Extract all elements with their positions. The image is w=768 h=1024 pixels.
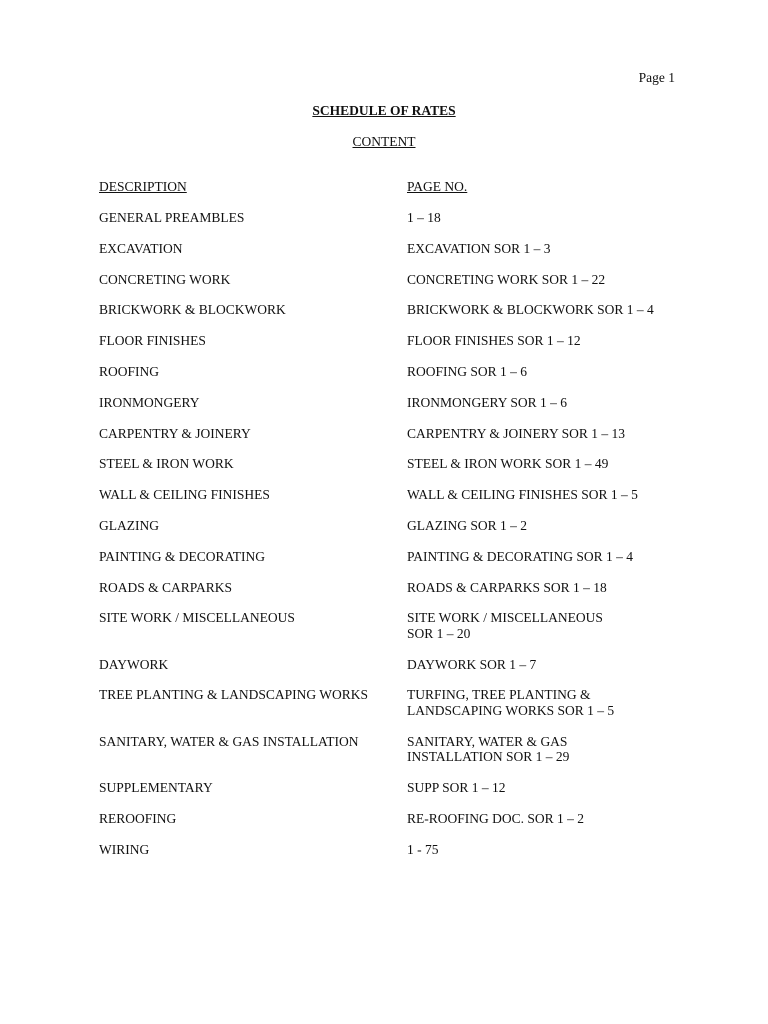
toc-row-page-ref: STEEL & IRON WORK SOR 1 – 49: [407, 456, 609, 472]
toc-row: [99, 780, 699, 811]
toc-row-page-ref: GLAZING SOR 1 – 2: [407, 517, 527, 533]
toc-row-page-ref: 1 - 75: [407, 841, 439, 857]
toc-row-page-ref: BRICKWORK & BLOCKWORK SOR 1 – 4: [407, 302, 654, 318]
toc-row-page-ref: DAYWORK SOR 1 – 7: [407, 656, 537, 672]
page-no-column-header: PAGE NO.: [407, 179, 468, 194]
toc-row-page-ref: IRONMONGERY SOR 1 – 6: [407, 394, 568, 410]
toc-row-description: DAYWORK: [99, 656, 169, 672]
toc-row-page-ref: SITE WORK / MISCELLANEOUS SOR 1 – 20: [407, 610, 603, 641]
toc-row-description: FLOOR FINISHES: [99, 333, 206, 349]
toc-row-description: SANITARY, WATER & GAS INSTALLATION: [99, 733, 359, 749]
toc-row-description: SUPPLEMENTARY: [99, 780, 213, 796]
toc-row-description: BRICKWORK & BLOCKWORK: [99, 302, 286, 318]
toc-row-description: WALL & CEILING FINISHES: [99, 487, 270, 503]
toc-row-page-ref: FLOOR FINISHES SOR 1 – 12: [407, 333, 581, 349]
toc-row-description: GENERAL PREAMBLES: [99, 210, 245, 225]
toc-row-page-ref: PAINTING & DECORATING SOR 1 – 4: [407, 548, 634, 564]
description-column-header: DESCRIPTION: [99, 179, 187, 194]
toc-row: [99, 687, 699, 733]
toc-row: [99, 302, 699, 333]
toc-row-page-ref: TURFING, TREE PLANTING & LANDSCAPING WORKS SOR 1 – 5: [407, 687, 615, 718]
toc-row-description: CONCRETING WORK: [99, 271, 231, 287]
toc-row: [99, 842, 699, 873]
toc-row-page-ref: SUPP SOR 1 – 12: [407, 780, 506, 796]
toc-row: [99, 518, 699, 549]
toc-row-description: CARPENTRY & JOINERY: [99, 425, 251, 441]
toc-row: [99, 734, 699, 780]
toc-row: [99, 272, 699, 303]
document-title: SCHEDULE OF RATES: [312, 103, 456, 118]
toc-row-page-ref: SANITARY, WATER & GAS INSTALLATION SOR 1 – 29: [407, 733, 570, 765]
toc-row-page-ref: ROADS & CARPARKS SOR 1 – 18: [407, 579, 607, 595]
toc-row-page-ref: 1 – 18: [407, 210, 441, 225]
toc-row-description: REROOFING: [99, 810, 177, 826]
toc-row-page-ref: EXCAVATION SOR 1 – 3: [407, 240, 551, 256]
toc-row-description: TREE PLANTING & LANDSCAPING WORKS: [99, 687, 369, 703]
toc-row: [99, 487, 699, 518]
toc-row-page-ref: ROOFING SOR 1 – 6: [407, 363, 528, 379]
toc-header: [99, 179, 699, 210]
document-subtitle: CONTENT: [352, 134, 416, 149]
page-number: Page 1: [638, 70, 675, 85]
toc-row-page-ref: WALL & CEILING FINISHES SOR 1 – 5: [407, 487, 638, 503]
toc-row-page-ref: RE-ROOFING DOC. SOR 1 – 2: [407, 810, 585, 826]
toc-row-description: STEEL & IRON WORK: [99, 456, 234, 472]
toc-row: [99, 549, 699, 580]
toc-row-description: ROADS & CARPARKS: [99, 579, 233, 595]
toc-row-description: ROOFING: [99, 363, 160, 379]
toc-row-description: EXCAVATION: [99, 240, 183, 256]
toc-row-description: SITE WORK / MISCELLANEOUS: [99, 610, 295, 626]
toc-row: [99, 580, 699, 611]
toc-row: [99, 241, 699, 272]
toc-row-description: GLAZING: [99, 517, 159, 533]
toc-row: [99, 811, 699, 842]
toc-row: [99, 333, 699, 364]
toc-row: [99, 426, 699, 457]
toc-row: [99, 456, 699, 487]
toc-row-page-ref: CARPENTRY & JOINERY SOR 1 – 13: [407, 425, 626, 441]
toc-row-description: IRONMONGERY: [99, 394, 200, 410]
toc-rows: [99, 210, 699, 872]
toc-row: [99, 210, 699, 241]
toc-row-description: WIRING: [99, 841, 150, 857]
toc-row: [99, 610, 699, 656]
toc-row: [99, 395, 699, 426]
toc-row-page-ref: CONCRETING WORK SOR 1 – 22: [407, 271, 606, 287]
toc-row-description: PAINTING & DECORATING: [99, 548, 266, 564]
table-of-contents: [99, 179, 699, 872]
toc-row: [99, 657, 699, 688]
toc-row: [99, 364, 699, 395]
